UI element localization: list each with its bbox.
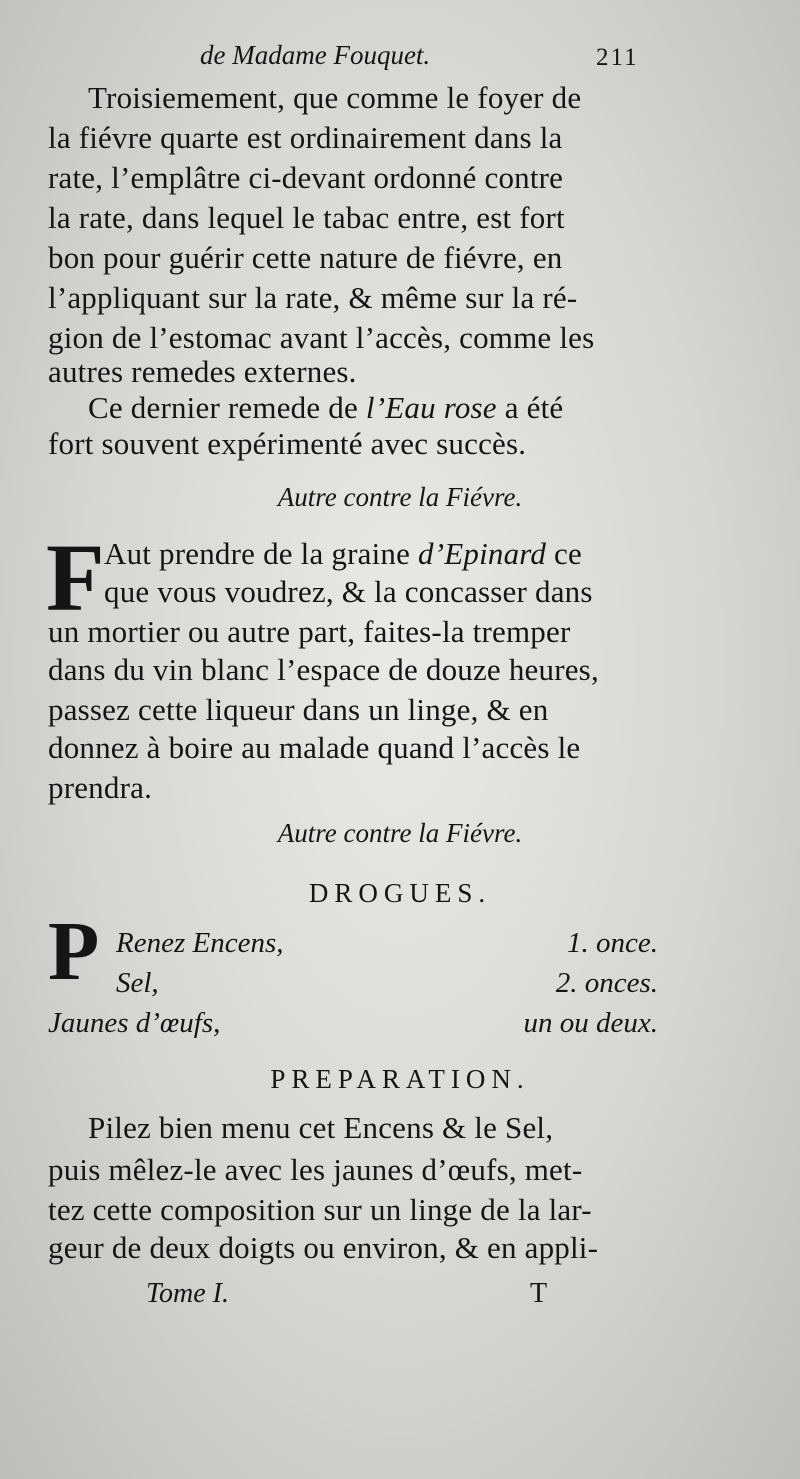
paragraph-line: donnez à boire au malade quand l’accès le — [48, 730, 581, 765]
ingredient-quantity: 1. once. — [567, 927, 658, 959]
paragraph-line: prendra. — [48, 770, 153, 805]
italic-term: d’Epinard — [418, 536, 547, 571]
ingredient-name: Jaunes d’œufs, — [48, 1007, 221, 1039]
section-heading: Autre contre la Fiévre. — [277, 482, 523, 512]
paragraph-line: geur de deux doigts ou environ, & en appli- — [48, 1230, 599, 1265]
paragraph-line: puis mêlez-le avec les jaunes d’œufs, met- — [48, 1152, 583, 1187]
drugs-title: DROGUES. — [308, 878, 492, 908]
ingredient-name: Sel, — [116, 967, 159, 999]
paragraph-line: Pilez bien menu cet Encens & le Sel, — [88, 1110, 554, 1145]
paragraph-line: Aut prendre de la graine d’Epinard ce — [104, 536, 582, 571]
preparation-title: PREPARATION. — [270, 1064, 530, 1094]
signature-mark: T — [530, 1278, 548, 1309]
paragraph-line: fort souvent expérimenté avec succès. — [48, 426, 527, 461]
paragraph-line: bon pour guérir cette nature de fiévre, en — [48, 240, 563, 275]
paragraph-line: l’appliquant sur la rate, & même sur la ré- — [48, 280, 578, 315]
ingredient-quantity: 2. onces. — [555, 967, 658, 999]
paragraph-line: Ce dernier remede de l’Eau rose a été — [88, 390, 564, 425]
paragraph-line: gion de l’estomac avant l’accès, comme les — [48, 320, 595, 355]
paragraph-line: dans du vin blanc l’espace de douze heures, — [48, 652, 599, 687]
paragraph-line: tez cette composition sur un linge de la lar- — [48, 1192, 592, 1227]
ingredient-name: Renez Encens, — [116, 927, 284, 959]
ingredient-row — [48, 1004, 658, 1042]
drop-cap: F — [46, 524, 105, 631]
section-heading: Autre contre la Fiévre. — [277, 818, 523, 848]
drop-cap: P — [48, 905, 100, 998]
page-number: 211 — [596, 44, 639, 71]
paragraph-line: passez cette liqueur dans un linge, & en — [48, 692, 549, 727]
paragraph-line: autres remedes externes. — [48, 354, 357, 389]
paragraph-line: Troisiemement, que comme le foyer de — [88, 80, 582, 115]
ingredient-quantity: un ou deux. — [523, 1007, 658, 1039]
paragraph-line: que vous voudrez, & la concasser dans — [104, 574, 593, 609]
ingredient-row — [116, 924, 658, 962]
paragraph-line: la rate, dans lequel le tabac entre, est fort — [48, 200, 565, 235]
running-title: de Madame Fouquet. — [200, 40, 431, 70]
paragraph-line: rate, l’emplâtre ci-devant ordonné contre — [48, 160, 564, 195]
italic-term: l’Eau rose — [365, 390, 497, 425]
paragraph-line: la fiévre quarte est ordinairement dans la — [48, 120, 563, 155]
paragraph-line: un mortier ou autre part, faites-la tremper — [48, 614, 571, 649]
volume-label: Tome I. — [146, 1278, 229, 1309]
ingredient-row — [116, 964, 658, 1002]
